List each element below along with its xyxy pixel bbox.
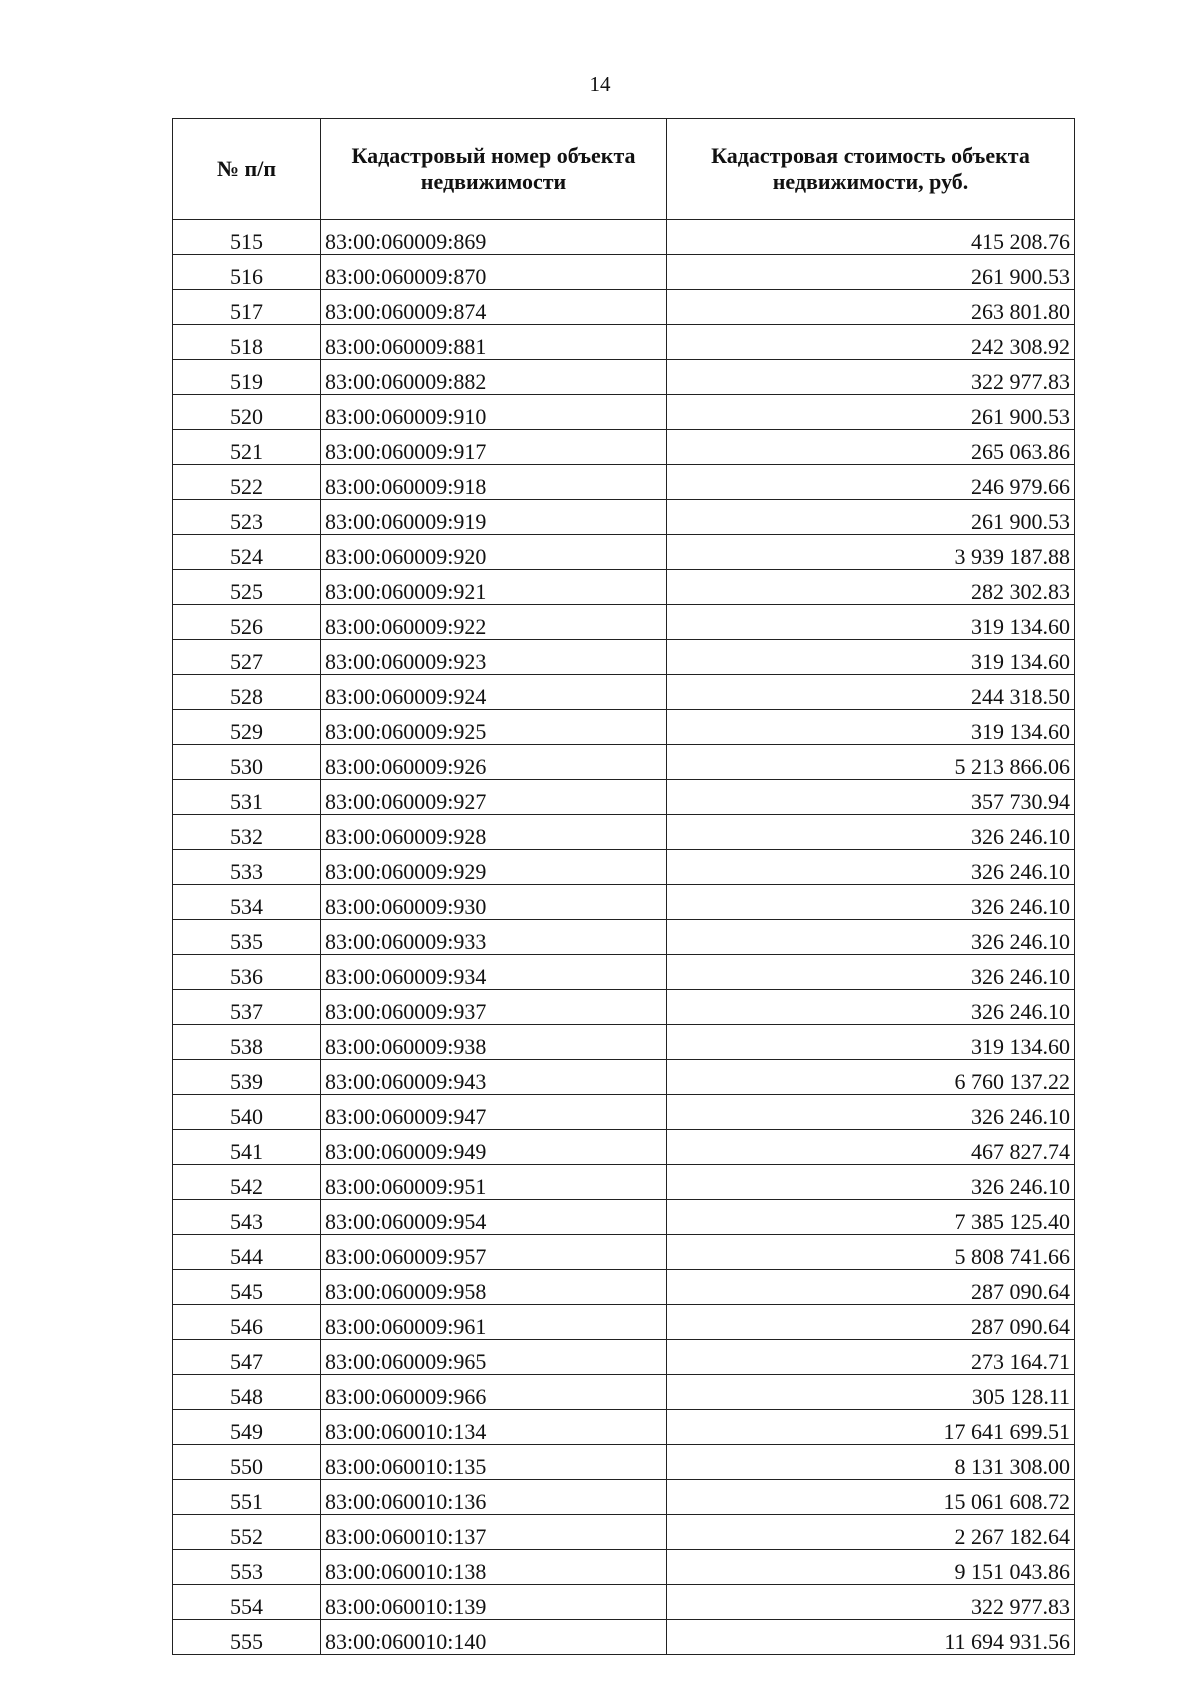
table-row <box>173 535 1075 570</box>
table-row <box>173 1375 1075 1410</box>
table-row <box>173 745 1075 780</box>
row-number-cell: 525 <box>173 570 321 605</box>
table-row <box>173 465 1075 500</box>
header-cadastral-value: Кадастровая стоимость объекта недвижимости, руб. <box>667 119 1075 220</box>
table-row <box>173 1410 1075 1445</box>
row-number-cell: 549 <box>173 1410 321 1445</box>
cadastral-number-cell: 83:00:060010:138 <box>321 1550 667 1585</box>
cadastral-number-cell: 83:00:060009:921 <box>321 570 667 605</box>
cadastral-number-cell: 83:00:060009:910 <box>321 395 667 430</box>
cadastral-number-cell: 83:00:060009:927 <box>321 780 667 815</box>
row-number-cell: 521 <box>173 430 321 465</box>
cadastral-number-cell: 83:00:060009:924 <box>321 675 667 710</box>
table-row <box>173 1270 1075 1305</box>
table-row <box>173 1235 1075 1270</box>
table-header-row <box>173 119 1075 220</box>
cadastral-number-cell: 83:00:060010:135 <box>321 1445 667 1480</box>
table-body <box>173 220 1075 1655</box>
table-row <box>173 955 1075 990</box>
table-row <box>173 1130 1075 1165</box>
cadastral-value-cell: 326 246.10 <box>667 885 1075 920</box>
cadastral-number-cell: 83:00:060009:870 <box>321 255 667 290</box>
cadastral-value-cell: 9 151 043.86 <box>667 1550 1075 1585</box>
table-row <box>173 1095 1075 1130</box>
cadastral-value-cell: 319 134.60 <box>667 605 1075 640</box>
cadastral-value-cell: 319 134.60 <box>667 1025 1075 1060</box>
row-number-cell: 539 <box>173 1060 321 1095</box>
cadastral-value-cell: 326 246.10 <box>667 1095 1075 1130</box>
cadastral-value-cell: 322 977.83 <box>667 360 1075 395</box>
cadastral-value-cell: 326 246.10 <box>667 815 1075 850</box>
cadastral-number-cell: 83:00:060009:966 <box>321 1375 667 1410</box>
cadastral-value-cell: 282 302.83 <box>667 570 1075 605</box>
table-row <box>173 885 1075 920</box>
cadastral-number-cell: 83:00:060009:929 <box>321 850 667 885</box>
cadastral-value-cell: 3 939 187.88 <box>667 535 1075 570</box>
row-number-cell: 517 <box>173 290 321 325</box>
table-row <box>173 1585 1075 1620</box>
page-number: 14 <box>589 72 611 96</box>
cadastral-number-cell: 83:00:060009:919 <box>321 500 667 535</box>
cadastral-number-cell: 83:00:060009:928 <box>321 815 667 850</box>
cadastral-number-cell: 83:00:060009:965 <box>321 1340 667 1375</box>
cadastral-value-cell: 2 267 182.64 <box>667 1515 1075 1550</box>
table-row <box>173 1200 1075 1235</box>
cadastral-number-cell: 83:00:060009:938 <box>321 1025 667 1060</box>
table-row <box>173 570 1075 605</box>
row-number-cell: 529 <box>173 710 321 745</box>
cadastral-number-cell: 83:00:060009:917 <box>321 430 667 465</box>
row-number-cell: 523 <box>173 500 321 535</box>
cadastral-value-cell: 326 246.10 <box>667 990 1075 1025</box>
table-row <box>173 1340 1075 1375</box>
cadastral-number-cell: 83:00:060009:951 <box>321 1165 667 1200</box>
table-row <box>173 920 1075 955</box>
table-row <box>173 360 1075 395</box>
cadastral-number-cell: 83:00:060009:918 <box>321 465 667 500</box>
cadastral-number-cell: 83:00:060009:920 <box>321 535 667 570</box>
cadastral-value-cell: 15 061 608.72 <box>667 1480 1075 1515</box>
cadastral-number-cell: 83:00:060009:943 <box>321 1060 667 1095</box>
table-row <box>173 990 1075 1025</box>
row-number-cell: 522 <box>173 465 321 500</box>
row-number-cell: 547 <box>173 1340 321 1375</box>
table-row <box>173 1515 1075 1550</box>
cadastral-value-cell: 273 164.71 <box>667 1340 1075 1375</box>
table-row <box>173 255 1075 290</box>
table-row <box>173 850 1075 885</box>
cadastral-value-cell: 17 641 699.51 <box>667 1410 1075 1445</box>
row-number-cell: 541 <box>173 1130 321 1165</box>
cadastral-value-cell: 5 808 741.66 <box>667 1235 1075 1270</box>
cadastral-value-cell: 5 213 866.06 <box>667 745 1075 780</box>
cadastral-number-cell: 83:00:060009:882 <box>321 360 667 395</box>
table-row <box>173 500 1075 535</box>
cadastral-number-cell: 83:00:060009:925 <box>321 710 667 745</box>
row-number-cell: 554 <box>173 1585 321 1620</box>
header-row-number: № п/п <box>173 119 321 220</box>
table-row <box>173 1060 1075 1095</box>
cadastral-number-cell: 83:00:060009:923 <box>321 640 667 675</box>
cadastral-value-cell: 261 900.53 <box>667 500 1075 535</box>
cadastral-value-cell: 8 131 308.00 <box>667 1445 1075 1480</box>
row-number-cell: 526 <box>173 605 321 640</box>
cadastral-value-cell: 261 900.53 <box>667 395 1075 430</box>
cadastral-number-cell: 83:00:060009:874 <box>321 290 667 325</box>
row-number-cell: 519 <box>173 360 321 395</box>
cadastral-number-cell: 83:00:060009:958 <box>321 1270 667 1305</box>
cadastral-value-cell: 415 208.76 <box>667 220 1075 255</box>
table-header <box>173 119 1075 220</box>
table-row <box>173 430 1075 465</box>
table-row <box>173 605 1075 640</box>
row-number-cell: 555 <box>173 1620 321 1655</box>
row-number-cell: 540 <box>173 1095 321 1130</box>
cadastral-value-cell: 357 730.94 <box>667 780 1075 815</box>
row-number-cell: 550 <box>173 1445 321 1480</box>
row-number-cell: 546 <box>173 1305 321 1340</box>
cadastral-number-cell: 83:00:060009:957 <box>321 1235 667 1270</box>
cadastral-value-cell: 7 385 125.40 <box>667 1200 1075 1235</box>
table-row <box>173 815 1075 850</box>
cadastral-number-cell: 83:00:060009:930 <box>321 885 667 920</box>
row-number-cell: 548 <box>173 1375 321 1410</box>
cadastral-value-cell: 326 246.10 <box>667 955 1075 990</box>
row-number-cell: 551 <box>173 1480 321 1515</box>
row-number-cell: 528 <box>173 675 321 710</box>
cadastral-value-cell: 326 246.10 <box>667 920 1075 955</box>
row-number-cell: 531 <box>173 780 321 815</box>
cadastral-value-cell: 263 801.80 <box>667 290 1075 325</box>
row-number-cell: 532 <box>173 815 321 850</box>
table-row <box>173 325 1075 360</box>
cadastral-number-cell: 83:00:060009:926 <box>321 745 667 780</box>
table-row <box>173 1305 1075 1340</box>
table-row <box>173 780 1075 815</box>
cadastral-number-cell: 83:00:060009:933 <box>321 920 667 955</box>
cadastral-number-cell: 83:00:060009:961 <box>321 1305 667 1340</box>
table-row <box>173 710 1075 745</box>
cadastral-number-cell: 83:00:060009:947 <box>321 1095 667 1130</box>
row-number-cell: 545 <box>173 1270 321 1305</box>
cadastral-number-cell: 83:00:060009:934 <box>321 955 667 990</box>
row-number-cell: 552 <box>173 1515 321 1550</box>
row-number-cell: 515 <box>173 220 321 255</box>
row-number-cell: 530 <box>173 745 321 780</box>
table-row <box>173 1025 1075 1060</box>
row-number-cell: 516 <box>173 255 321 290</box>
row-number-cell: 544 <box>173 1235 321 1270</box>
cadastral-value-cell: 246 979.66 <box>667 465 1075 500</box>
cadastral-value-cell: 6 760 137.22 <box>667 1060 1075 1095</box>
row-number-cell: 518 <box>173 325 321 360</box>
table-row <box>173 1165 1075 1200</box>
cadastral-value-cell: 467 827.74 <box>667 1130 1075 1165</box>
row-number-cell: 534 <box>173 885 321 920</box>
cadastral-number-cell: 83:00:060009:869 <box>321 220 667 255</box>
cadastral-number-cell: 83:00:060010:137 <box>321 1515 667 1550</box>
cadastral-value-cell: 287 090.64 <box>667 1270 1075 1305</box>
row-number-cell: 537 <box>173 990 321 1025</box>
row-number-cell: 533 <box>173 850 321 885</box>
cadastral-number-cell: 83:00:060009:922 <box>321 605 667 640</box>
row-number-cell: 542 <box>173 1165 321 1200</box>
cadastral-value-cell: 305 128.11 <box>667 1375 1075 1410</box>
cadastral-value-cell: 261 900.53 <box>667 255 1075 290</box>
table-row <box>173 1620 1075 1655</box>
table-row <box>173 1445 1075 1480</box>
cadastral-value-table <box>172 118 1075 1655</box>
cadastral-value-cell: 242 308.92 <box>667 325 1075 360</box>
table-row <box>173 290 1075 325</box>
cadastral-value-cell: 326 246.10 <box>667 1165 1075 1200</box>
header-cadastral-number: Кадастровый номер объекта недвижимости <box>321 119 667 220</box>
cadastral-value-cell: 11 694 931.56 <box>667 1620 1075 1655</box>
cadastral-value-cell: 322 977.83 <box>667 1585 1075 1620</box>
cadastral-value-cell: 287 090.64 <box>667 1305 1075 1340</box>
cadastral-value-cell: 265 063.86 <box>667 430 1075 465</box>
cadastral-number-cell: 83:00:060009:881 <box>321 325 667 360</box>
row-number-cell: 536 <box>173 955 321 990</box>
table-row <box>173 395 1075 430</box>
cadastral-number-cell: 83:00:060009:954 <box>321 1200 667 1235</box>
table-row <box>173 1550 1075 1585</box>
table-row <box>173 1480 1075 1515</box>
row-number-cell: 527 <box>173 640 321 675</box>
cadastral-value-cell: 244 318.50 <box>667 675 1075 710</box>
row-number-cell: 524 <box>173 535 321 570</box>
table-row <box>173 675 1075 710</box>
table-row <box>173 220 1075 255</box>
row-number-cell: 543 <box>173 1200 321 1235</box>
cadastral-number-cell: 83:00:060010:139 <box>321 1585 667 1620</box>
table-row <box>173 640 1075 675</box>
row-number-cell: 520 <box>173 395 321 430</box>
cadastral-value-cell: 319 134.60 <box>667 640 1075 675</box>
row-number-cell: 553 <box>173 1550 321 1585</box>
cadastral-number-cell: 83:00:060010:134 <box>321 1410 667 1445</box>
cadastral-number-cell: 83:00:060010:140 <box>321 1620 667 1655</box>
cadastral-number-cell: 83:00:060010:136 <box>321 1480 667 1515</box>
row-number-cell: 535 <box>173 920 321 955</box>
cadastral-value-cell: 326 246.10 <box>667 850 1075 885</box>
cadastral-value-cell: 319 134.60 <box>667 710 1075 745</box>
cadastral-number-cell: 83:00:060009:949 <box>321 1130 667 1165</box>
cadastral-number-cell: 83:00:060009:937 <box>321 990 667 1025</box>
row-number-cell: 538 <box>173 1025 321 1060</box>
